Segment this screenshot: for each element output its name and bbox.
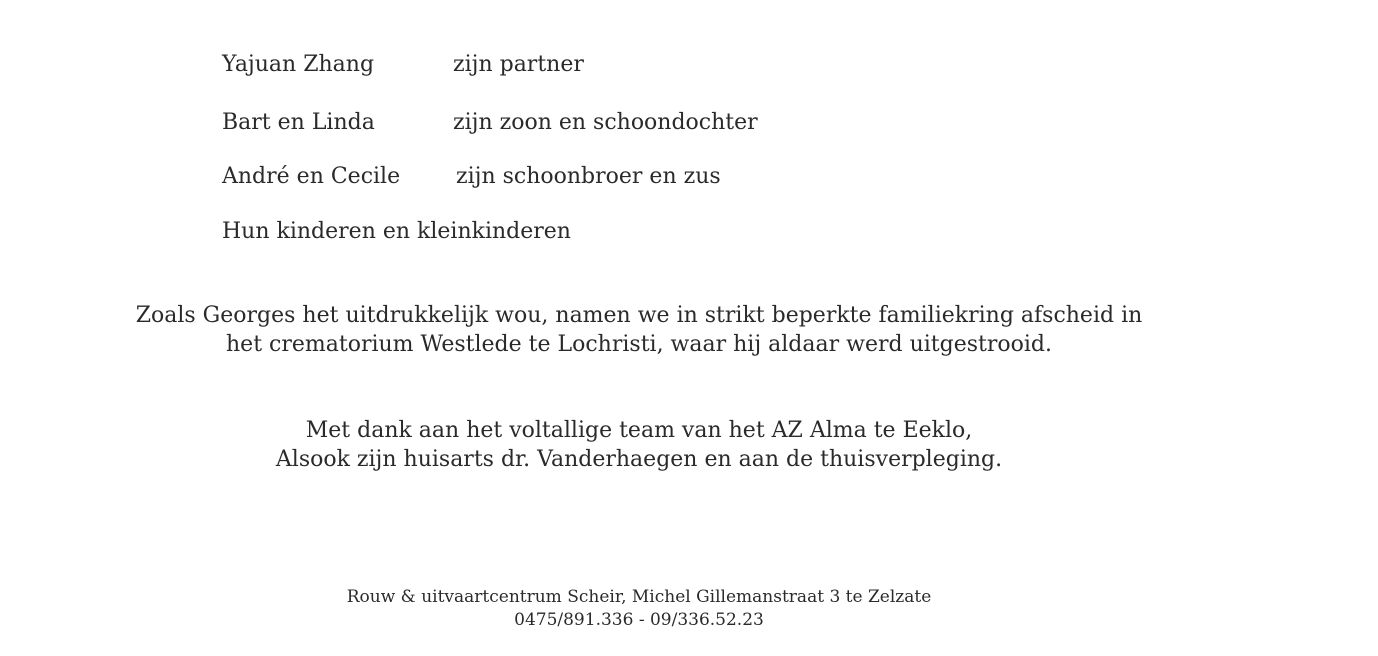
family-member-name: André en Cecile — [222, 164, 401, 189]
funeral-home-phones: 0475/891.336 - 09/336.52.23 — [514, 610, 764, 630]
thanks-paragraph — [0, 416, 1328, 474]
farewell-line: Zoals Georges het uitdrukkelijk wou, namen we in strikt beperkte familiekring afscheid in — [135, 303, 1143, 328]
family-member-name: Hun kinderen en kleinkinderen — [222, 219, 571, 244]
funeral-home-address: Rouw & uitvaartcentrum Scheir, Michel Gillemanstraat 3 te Zelzate — [346, 587, 932, 607]
thanks-line: Alsook zijn huisarts dr. Vanderhaegen en aan de thuisverpleging. — [275, 447, 1003, 472]
farewell-line: het crematorium Westlede te Lochristi, waar hij aldaar werd uitgestrooid. — [226, 332, 1052, 357]
farewell-paragraph — [0, 301, 1328, 359]
family-member-name: Bart en Linda — [222, 110, 375, 135]
family-member-relation: zijn zoon en schoondochter — [453, 110, 758, 135]
family-member-relation: zijn schoonbroer en zus — [456, 164, 721, 189]
funeral-home-footer — [0, 586, 1328, 632]
family-member-relation: zijn partner — [453, 52, 584, 77]
family-member-name: Yajuan Zhang — [222, 52, 375, 77]
thanks-line: Met dank aan het voltallige team van het AZ Alma te Eeklo, — [305, 418, 973, 443]
